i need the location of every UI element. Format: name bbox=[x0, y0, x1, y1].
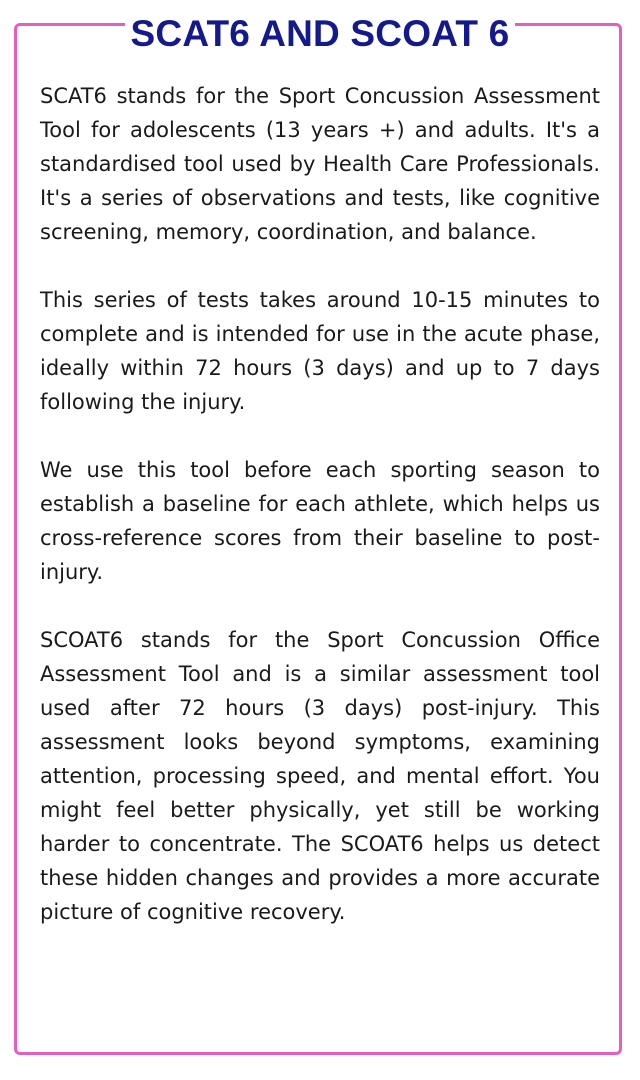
paragraph-test-duration: This series of tests takes around 10-15 minutes to complete and is intended for use in the acute phase, ideally within 72 hours (3 days) and up to 7 days following the injury. bbox=[40, 288, 600, 414]
paragraph-scat6-intro: SCAT6 stands for the Sport Concussion Assessment Tool for adolescents (13 years +) and adults. It's a standardised tool used by Health Care Professionals. It's a series of observations and tests, like cognitive screening, memory, coordination, and balance. bbox=[40, 84, 600, 244]
card-title bbox=[0, 12, 640, 56]
card-body bbox=[40, 79, 600, 929]
paragraph-baseline: We use this tool before each sporting season to establish a baseline for each athlete, which helps us cross-reference scores from their baseline to post-injury. bbox=[40, 458, 600, 584]
paragraph-scoat6: SCOAT6 stands for the Sport Concussion Office Assessment Tool and is a similar assessment tool used after 72 hours (3 days) post-injury. This assessment looks beyond symptoms, examining attention, processing speed, and mental effort. You might feel better physically, yet still be working harder to concentrate. The SCOAT6 helps us detect these hidden changes and provides a more accurate picture of cognitive recovery. bbox=[40, 628, 600, 924]
card-title-text: SCAT6 AND SCOAT 6 bbox=[125, 13, 516, 54]
